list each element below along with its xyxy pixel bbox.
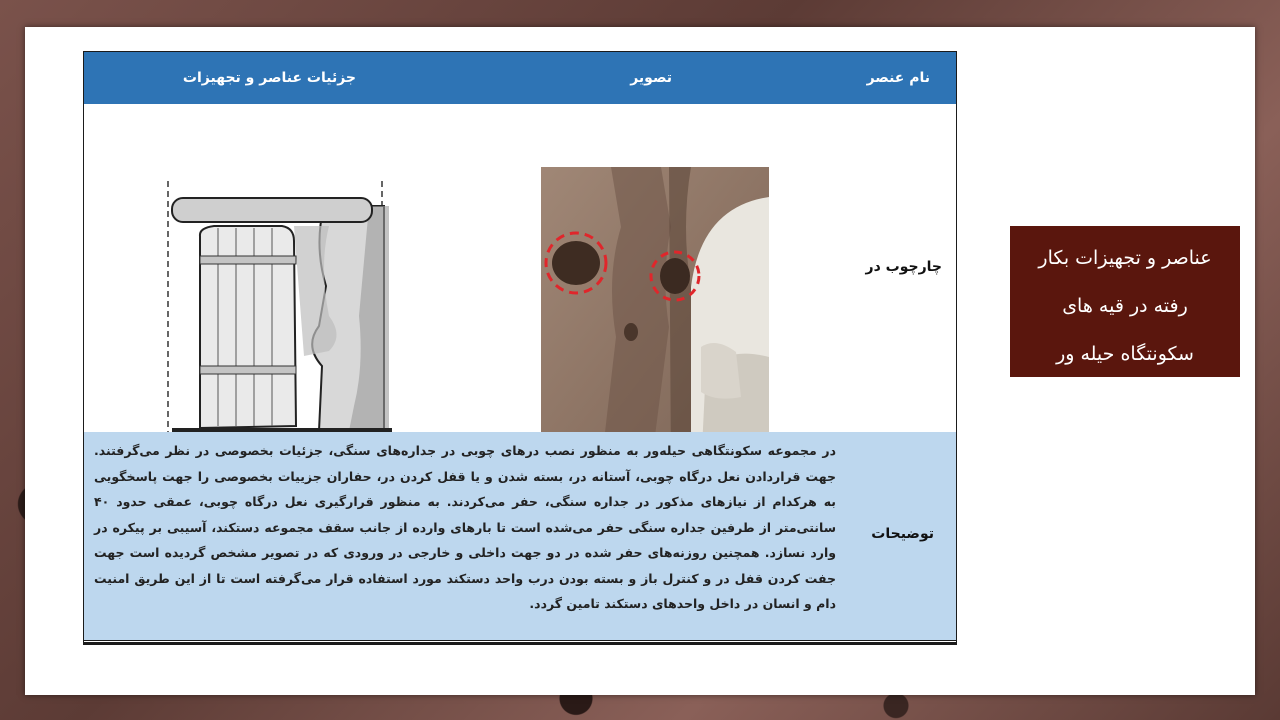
title-line-3: سکونتگاه حیله ور xyxy=(1056,343,1194,365)
cave-photo xyxy=(541,167,769,469)
header-details: جزئیات عناصر و تجهیزات xyxy=(182,70,356,86)
elements-table xyxy=(83,51,957,645)
door-frame-sketch xyxy=(154,166,394,468)
table-header xyxy=(84,52,956,104)
table-bottom-border xyxy=(84,642,956,644)
header-image: تصویر xyxy=(630,70,672,86)
title-line-1: عناصر و تجهیزات بکار xyxy=(1038,247,1212,269)
title-line-2: رفته در قیه های xyxy=(1062,295,1188,317)
row-label-description: توضیحات xyxy=(871,526,934,542)
description-text: در مجموعه سکونتگاهی حیله‌ور به منظور نصب درهای چوبی در جداره‌های سنگی، جزئیات بخصوصی در نظر می‌گرفتند. جهت قراردادن نعل درگاه چوبی، آستانه در، بسته شدن و یا قفل کردن در، حفاران جزییات بخصوصی را جهت پاسخگویی به هرکدام از نیازهای مذکور در جداره سنگی، حفر می‌کردند. به منظور قرارگیری نعل درگاه چوبی، عمقی حدود ۴۰ سانتی‌متر از طرفین جداره سنگی حفر می‌شده است تا بارهای وارده از جانب سقف مجموعه دستکند، آسیبی بر پیکره در وارد نسازد. همچنین روزنه‌های حفر شده در دو جهت داخلی و خارجی در ورودی که در تصویر مشخص گردیده است جهت جفت کردن قفل در و کنترل باز و بسته بودن درب واحد دستکند مورد استفاده قرار می‌گرفته است تا از این طریق امنیت دام و انسان در داخل واحدهای دستکند تامین گردد. xyxy=(94,443,836,611)
table-row-door-frame xyxy=(84,104,956,432)
table-row-description xyxy=(84,432,956,641)
row-label-door-frame: چارچوب در xyxy=(865,259,942,275)
header-element-name: نام عنصر xyxy=(866,70,930,86)
slide-title-box xyxy=(1010,226,1240,377)
